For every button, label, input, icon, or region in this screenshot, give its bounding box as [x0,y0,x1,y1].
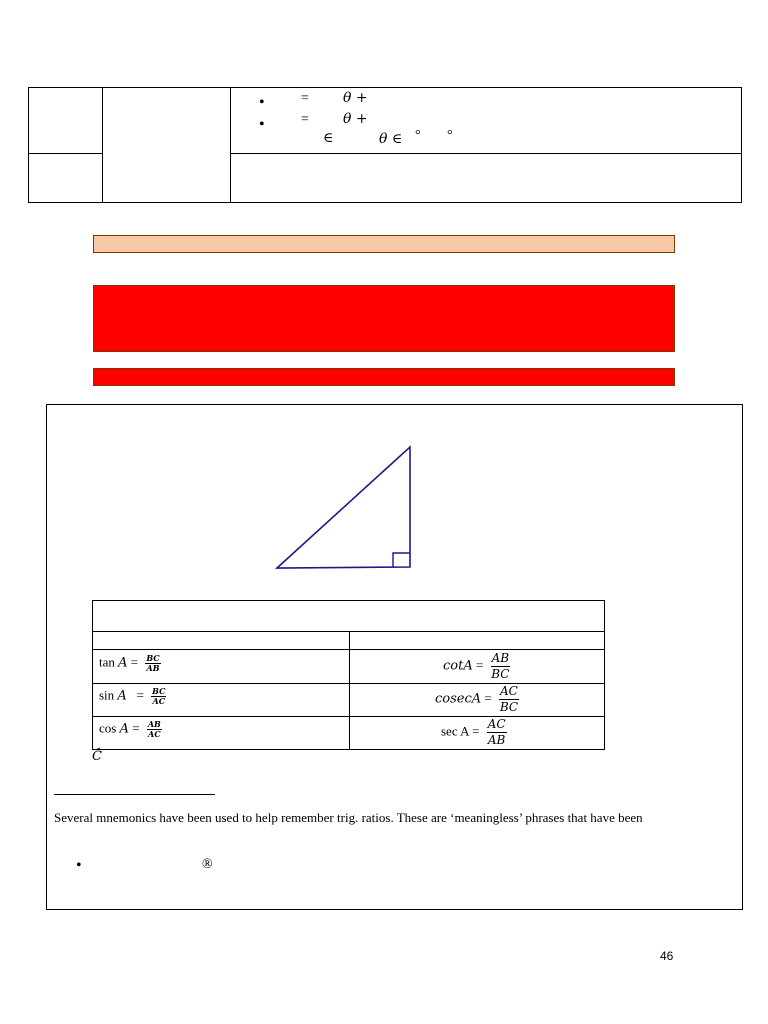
denominator: AC [152,696,166,706]
mnemonic-paragraph: Several mnemonics have been used to help remember trig. ratios. These are ‘meaningless’ phrases that have been [54,810,643,825]
numerator: BC [152,686,166,696]
degree-sign: ° [415,128,421,143]
function-name: sin [99,687,115,703]
function-name: cos [99,720,117,736]
table-divider [29,153,102,154]
theta-plus: θ + [343,111,368,127]
fraction [499,684,519,715]
top-table [28,87,742,203]
numerator: BC [146,653,160,663]
bullet: • [259,116,265,133]
cosec-ratio [435,684,519,715]
cos-ratio [99,720,162,739]
fraction [147,720,162,739]
red-banner-small [93,368,675,386]
sin-ratio [99,687,166,706]
numerator: AB [491,651,510,665]
theta-plus: θ + [343,90,368,106]
equals-sign: = [301,91,309,106]
denominator: AB [487,733,506,747]
fraction [487,717,507,748]
degree-sign: ° [447,128,453,143]
fraction [491,651,510,682]
right-angle-marker [393,553,410,567]
tan-ratio [99,654,161,673]
denominator: AC [148,729,161,739]
numerator: AB [147,719,161,729]
denominator: BC [499,700,519,714]
function-name: tan [99,654,115,670]
theta-element-of: θ ∈ [379,131,403,147]
sec-ratio [441,717,507,748]
stray-label: Ĉ [92,749,102,764]
table-divider [230,88,231,202]
page-number: 46 [660,949,674,963]
equals-sign: = [475,657,484,673]
registered-symbol: ® [202,857,213,872]
numerator: AC [487,717,506,731]
right-triangle-diagram [270,440,420,575]
angle-variable: A [117,688,127,704]
fraction [151,687,166,706]
function-name: cosecA [435,691,482,707]
equals-sign: = [301,112,309,127]
function-name: sec A [441,723,469,739]
denominator: AB [146,663,160,673]
triangle-shape [277,447,410,568]
table-divider [230,153,741,154]
footnote-rule [54,794,215,795]
trig-ratios-table [92,600,605,750]
equals-sign: = [130,654,139,670]
fraction [145,654,160,673]
element-of-sign: ∈ [323,131,334,146]
table-divider [102,88,103,202]
equals-sign: = [484,690,492,706]
bullet: • [76,857,82,874]
angle-variable: A [119,721,129,737]
denominator: BC [491,667,510,681]
function-name: cotA [443,658,473,674]
equals-sign: = [132,720,140,736]
numerator: AC [500,684,518,698]
cot-ratio [443,651,510,682]
equals-sign: = [472,723,480,739]
table-divider [349,631,350,749]
equals-sign: = [136,687,144,703]
peach-banner [93,235,675,253]
angle-variable: A [118,655,128,671]
red-banner [93,285,675,352]
bullet: • [259,94,265,111]
